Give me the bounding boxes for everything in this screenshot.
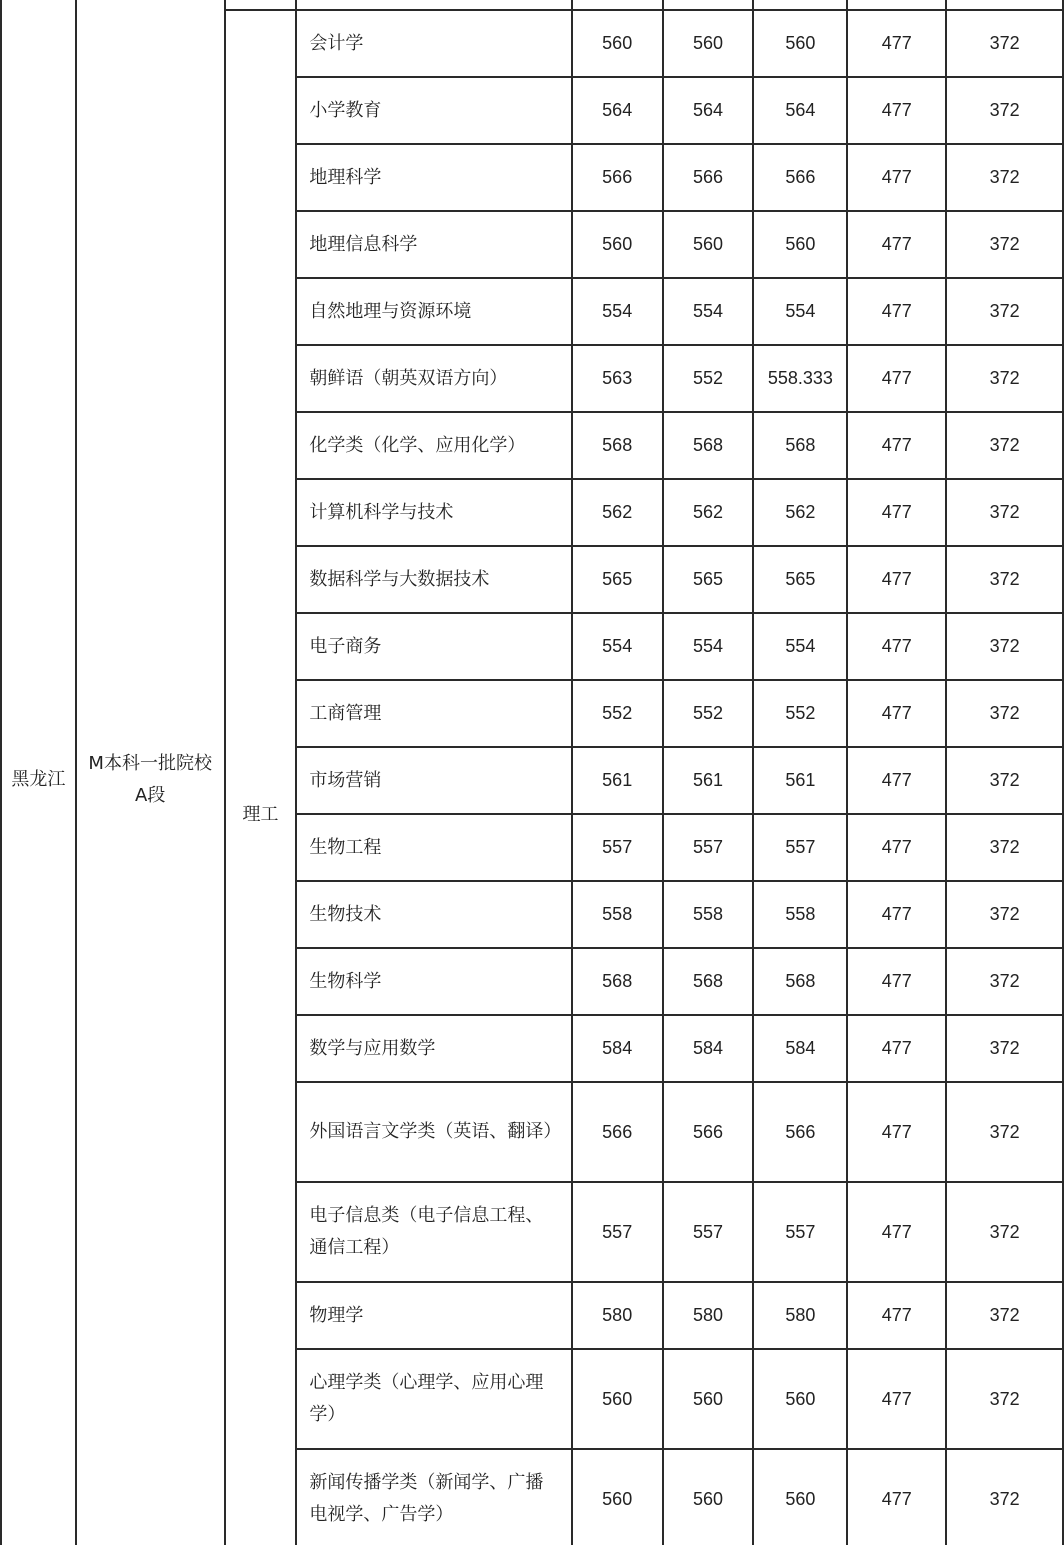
score-cell-v5: 372 (946, 345, 1063, 412)
score-cell-v3: 562 (753, 479, 847, 546)
score-cell-v3: 568 (753, 412, 847, 479)
score-cell-v1: 565 (572, 546, 663, 613)
score-cell-v1: 554 (572, 613, 663, 680)
major-name-cell: 电子信息类（电子信息工程、通信工程） (296, 1182, 571, 1282)
score-cell-v4: 477 (847, 747, 946, 814)
score-cell-v1: 560 (572, 1449, 663, 1545)
major-name-cell: 生物科学 (296, 948, 571, 1015)
score-cell-v3: 557 (753, 1182, 847, 1282)
score-cell-v2: 564 (663, 77, 754, 144)
score-cell-v3: 560 (753, 10, 847, 77)
score-cell-v1 (572, 0, 663, 10)
score-cell-v3: 552 (753, 680, 847, 747)
score-cell-v2: 566 (663, 144, 754, 211)
score-cell-v5: 372 (946, 10, 1063, 77)
score-cell-v1: 561 (572, 747, 663, 814)
score-cell-v3: 558.333 (753, 345, 847, 412)
major-name-cell: 工商管理 (296, 680, 571, 747)
score-cell-v3 (753, 0, 847, 10)
major-name-cell: 新闻传播学类（新闻学、广播电视学、广告学） (296, 1449, 571, 1545)
major-name-cell: 心理学类（心理学、应用心理学） (296, 1349, 571, 1449)
score-cell-v4: 477 (847, 412, 946, 479)
score-cell-v4: 477 (847, 1449, 946, 1545)
score-cell-v2: 557 (663, 1182, 754, 1282)
score-cell-v1: 560 (572, 1349, 663, 1449)
score-cell-v1: 563 (572, 345, 663, 412)
score-cell-v1: 558 (572, 881, 663, 948)
major-name-cell: 物理学 (296, 1282, 571, 1349)
score-cell-v4: 477 (847, 1082, 946, 1182)
major-name-cell: 计算机科学与技术 (296, 479, 571, 546)
score-cell-v4 (847, 0, 946, 10)
major-name-cell (296, 0, 571, 10)
major-name-cell: 生物工程 (296, 814, 571, 881)
score-cell-v3: 554 (753, 278, 847, 345)
score-cell-v3: 557 (753, 814, 847, 881)
score-cell-v1: 562 (572, 479, 663, 546)
category-cell-previous (225, 0, 297, 10)
score-cell-v3: 561 (753, 747, 847, 814)
score-cell-v4: 477 (847, 814, 946, 881)
score-cell-v2: 580 (663, 1282, 754, 1349)
score-cell-v2: 565 (663, 546, 754, 613)
score-cell-v1: 552 (572, 680, 663, 747)
score-cell-v3: 565 (753, 546, 847, 613)
score-cell-v2: 552 (663, 680, 754, 747)
score-cell-v2: 554 (663, 278, 754, 345)
score-cell-v1: 557 (572, 814, 663, 881)
score-cell-v2: 554 (663, 613, 754, 680)
score-cell-v4: 477 (847, 345, 946, 412)
score-cell-v4: 477 (847, 1182, 946, 1282)
score-cell-v5: 372 (946, 680, 1063, 747)
score-cell-v5: 372 (946, 211, 1063, 278)
score-cell-v3: 560 (753, 1349, 847, 1449)
major-name-cell: 数据科学与大数据技术 (296, 546, 571, 613)
score-cell-v4: 477 (847, 479, 946, 546)
score-cell-v4: 477 (847, 77, 946, 144)
score-cell-v5: 372 (946, 1182, 1063, 1282)
score-cell-v5: 372 (946, 1449, 1063, 1545)
score-cell-v1: 566 (572, 144, 663, 211)
major-name-cell: 外国语言文学类（英语、翻译） (296, 1082, 571, 1182)
score-cell-v4: 477 (847, 546, 946, 613)
score-cell-v2: 584 (663, 1015, 754, 1082)
score-cell-v1: 560 (572, 211, 663, 278)
major-name-cell: 自然地理与资源环境 (296, 278, 571, 345)
score-cell-v2: 560 (663, 1349, 754, 1449)
score-cell-v2: 561 (663, 747, 754, 814)
major-name-cell: 化学类（化学、应用化学） (296, 412, 571, 479)
score-cell-v5: 372 (946, 144, 1063, 211)
score-cell-v3: 564 (753, 77, 847, 144)
score-cell-v5: 372 (946, 479, 1063, 546)
score-cell-v5: 372 (946, 278, 1063, 345)
score-cell-v4: 477 (847, 1349, 946, 1449)
score-cell-v5: 372 (946, 412, 1063, 479)
score-cell-v5: 372 (946, 1349, 1063, 1449)
score-cell-v4: 477 (847, 613, 946, 680)
score-cell-v5: 372 (946, 948, 1063, 1015)
score-cell-v2: 568 (663, 948, 754, 1015)
score-cell-v1: 568 (572, 412, 663, 479)
score-cell-v1: 564 (572, 77, 663, 144)
major-name-cell: 数学与应用数学 (296, 1015, 571, 1082)
province-cell: 黑龙江 (1, 0, 76, 1545)
score-cell-v4: 477 (847, 948, 946, 1015)
score-cell-v3: 566 (753, 1082, 847, 1182)
score-cell-v1: 554 (572, 278, 663, 345)
score-cell-v3: 584 (753, 1015, 847, 1082)
score-cell-v1: 560 (572, 10, 663, 77)
score-cell-v5: 372 (946, 546, 1063, 613)
score-cell-v1: 557 (572, 1182, 663, 1282)
batch-cell: M本科一批院校A段 (76, 0, 225, 1545)
score-cell-v4: 477 (847, 881, 946, 948)
score-cell-v2: 560 (663, 1449, 754, 1545)
table-body (1, 0, 1063, 1545)
score-cell-v2: 566 (663, 1082, 754, 1182)
score-cell-v5 (946, 0, 1063, 10)
table-row (1, 0, 1063, 10)
score-cell-v4: 477 (847, 1015, 946, 1082)
score-cell-v5: 372 (946, 747, 1063, 814)
score-cell-v5: 372 (946, 1082, 1063, 1182)
score-cell-v3: 580 (753, 1282, 847, 1349)
score-cell-v2: 560 (663, 10, 754, 77)
score-cell-v5: 372 (946, 881, 1063, 948)
score-cell-v4: 477 (847, 211, 946, 278)
score-cell-v3: 558 (753, 881, 847, 948)
score-cell-v2: 552 (663, 345, 754, 412)
score-cell-v4: 477 (847, 144, 946, 211)
score-cell-v2: 562 (663, 479, 754, 546)
score-cell-v4: 477 (847, 1282, 946, 1349)
score-cell-v1: 584 (572, 1015, 663, 1082)
score-cell-v2 (663, 0, 754, 10)
major-name-cell: 小学教育 (296, 77, 571, 144)
score-cell-v3: 554 (753, 613, 847, 680)
score-cell-v5: 372 (946, 1015, 1063, 1082)
score-cell-v3: 568 (753, 948, 847, 1015)
score-cell-v4: 477 (847, 680, 946, 747)
score-cell-v2: 560 (663, 211, 754, 278)
score-cell-v3: 566 (753, 144, 847, 211)
major-name-cell: 会计学 (296, 10, 571, 77)
major-name-cell: 地理科学 (296, 144, 571, 211)
score-cell-v5: 372 (946, 613, 1063, 680)
score-cell-v1: 568 (572, 948, 663, 1015)
score-cell-v2: 568 (663, 412, 754, 479)
score-cell-v2: 557 (663, 814, 754, 881)
score-cell-v1: 580 (572, 1282, 663, 1349)
score-cell-v4: 477 (847, 278, 946, 345)
score-cell-v2: 558 (663, 881, 754, 948)
score-cell-v3: 560 (753, 1449, 847, 1545)
score-cell-v1: 566 (572, 1082, 663, 1182)
major-name-cell: 生物技术 (296, 881, 571, 948)
major-name-cell: 朝鲜语（朝英双语方向） (296, 345, 571, 412)
major-name-cell: 地理信息科学 (296, 211, 571, 278)
major-name-cell: 市场营销 (296, 747, 571, 814)
category-cell: 理工 (225, 10, 297, 1545)
score-cell-v5: 372 (946, 814, 1063, 881)
score-cell-v5: 372 (946, 1282, 1063, 1349)
score-cell-v3: 560 (753, 211, 847, 278)
major-name-cell: 电子商务 (296, 613, 571, 680)
score-cell-v4: 477 (847, 10, 946, 77)
score-cell-v5: 372 (946, 77, 1063, 144)
